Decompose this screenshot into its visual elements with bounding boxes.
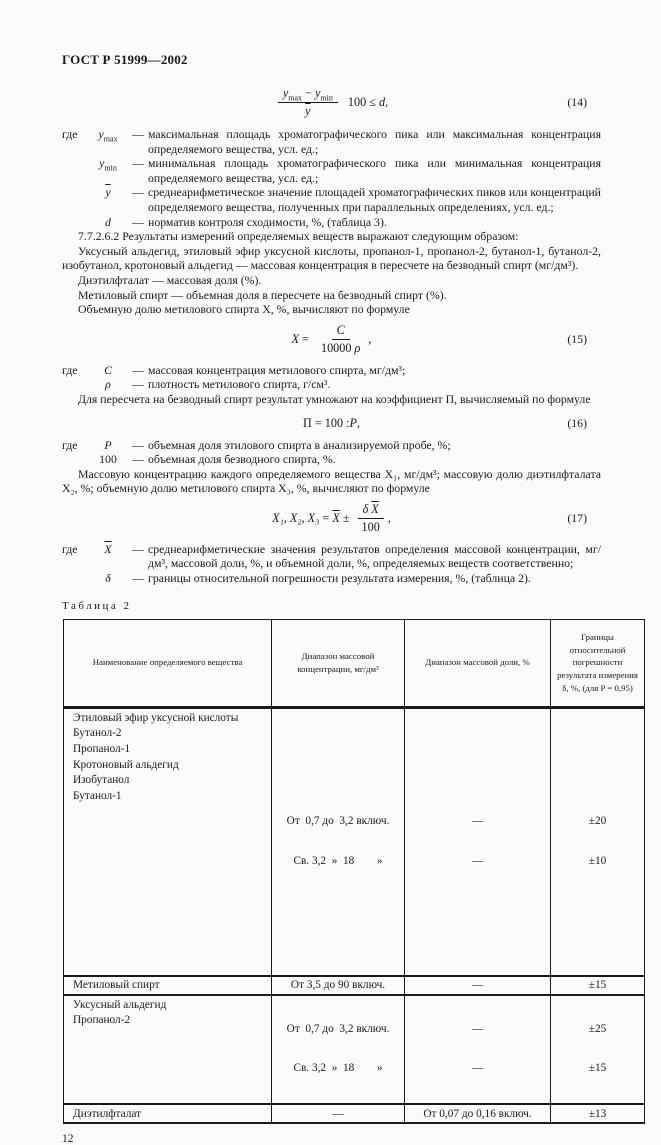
paragraph-diethylphthalate: Диэтилфталат — массовая доля (%).: [78, 272, 262, 287]
definition-prefix: [62, 377, 88, 392]
concentration-range: От 0,7 до 3,2 включ.: [286, 1022, 390, 1035]
cell-error-values: [551, 707, 645, 976]
fraction-denominator: [300, 103, 315, 119]
definition-prefix: [62, 185, 88, 214]
definition-text: объемная доля безводного спирта, %.: [148, 452, 336, 467]
paragraph-substances: Уксусный альдегид, этиловый эфир уксусной кислоты, пропанол-1, пропанол-2, бутанол-1, бутанол-2, изобутанол, кротоновый альдегид — массовая концентрация в пересчете на безводный спирт (мг/дм³).: [62, 243, 601, 273]
definition-row: [62, 127, 601, 156]
fraction-numerator: [332, 323, 350, 340]
formula-body: [120, 323, 543, 356]
definition-row: [62, 571, 601, 586]
substance-name: Пропанол-2: [73, 1014, 131, 1027]
definition-row: [62, 452, 601, 467]
definitions-list-4: [62, 542, 601, 586]
substance-name: Уксусный альдегид: [73, 998, 167, 1011]
definition-prefix: [62, 571, 88, 586]
definition-text: плотность метилового спирта, г/см³.: [148, 377, 331, 392]
formula-17: [62, 502, 601, 535]
definition-text: массовая концентрация метилового спирта, мг/дм³;: [148, 362, 406, 377]
column-header-error-limits: Границы относительной погрешности результата измерения δ, %, (для P = 0,95): [551, 619, 645, 707]
var-x-mean: $\overline{X}$: [371, 501, 379, 516]
table-caption: Таблица 2: [62, 599, 132, 612]
paragraph-volume-fraction: Объемную долю метилового спирта X, %, вычисляют по формуле: [78, 302, 410, 317]
mass-fraction-value: —: [471, 815, 484, 828]
substance-name: Диэтилфталат: [64, 1104, 272, 1123]
error-limit: ±13: [551, 1104, 645, 1123]
var-y-min: y: [315, 86, 321, 100]
formula-body: [120, 86, 543, 119]
table-header-row: [64, 619, 645, 707]
column-header-concentration-range: Диапазон массовой концентрации, мг/дм³: [272, 619, 405, 707]
paragraph-results: 7.7.2.6.2 Результаты измерений определяемых веществ выражают следующим образом:: [78, 229, 519, 244]
concentration-range: Св. 3,2 » 18 »: [293, 1062, 383, 1075]
subscript-min: min: [320, 93, 333, 103]
definition-prefix: где: [62, 541, 78, 556]
plus-minus-sign: ±: [342, 510, 350, 525]
measurement-table: [63, 619, 645, 1125]
definition-row: [62, 377, 601, 392]
subscript-max: max: [288, 93, 303, 103]
error-limit: ±20: [588, 815, 607, 828]
definition-dash: —: [132, 377, 144, 392]
equation-number: (16): [567, 415, 587, 430]
definition-text: границы относительной погрешности результата измерения, %, (таблица 2).: [148, 571, 531, 586]
var-rho: ρ: [354, 340, 361, 355]
equation-number: (14): [567, 95, 587, 109]
definition-row: [62, 215, 601, 230]
cell-concentration-values: [272, 995, 405, 1104]
mass-fraction-value: От 0,07 до 0,16 включ.: [405, 1104, 551, 1123]
definition-prefix: где: [62, 362, 78, 377]
fraction: [357, 502, 385, 535]
definition-term: $\overline{X}$: [104, 541, 112, 556]
substance-name: Кротоновый альдегид: [73, 758, 179, 771]
definition-term: δ: [105, 571, 111, 586]
definition-text: норматив контроля сходимости, %, (таблица 3).: [148, 214, 387, 229]
definition-dash: —: [132, 571, 144, 586]
substance-name: Бутанол-2: [73, 727, 122, 740]
cell-error-values: [551, 995, 645, 1104]
definition-dash: —: [132, 452, 144, 467]
fraction-numerator: [278, 86, 338, 103]
substance-name: Бутанол-1: [73, 790, 122, 803]
definition-term: P: [104, 437, 112, 452]
var-p: P: [349, 415, 357, 430]
definition-term: C: [104, 362, 112, 377]
definition-row: [62, 363, 601, 378]
minus-sign: −: [305, 86, 312, 100]
formula-lhs: X =: [291, 331, 309, 346]
definition-prefix: [62, 215, 88, 230]
equation-number: (15): [567, 331, 587, 346]
definition-term: 100: [99, 452, 117, 467]
equation-number: (17): [567, 510, 587, 525]
definition-dash: —: [132, 127, 144, 141]
definition-text: минимальная площадь хроматографического пика или минимальная концентрация определяемого вещества, усл. ед.;: [148, 156, 601, 185]
mass-fraction-value: —: [471, 854, 484, 867]
comma: ,: [387, 510, 391, 525]
formula-body: [120, 502, 543, 535]
table-head: [64, 619, 645, 707]
definition-row: [62, 185, 601, 214]
formula-15: [62, 323, 601, 356]
equals-sign: =: [302, 331, 309, 346]
concentration-range: От 3,5 до 90 включ.: [272, 976, 405, 995]
var-d: d: [378, 95, 386, 109]
paragraph-recalculation: Для пересчета на безводный спирт результат умножают на коэффициент П, вычисляемый по формуле: [78, 391, 591, 406]
table-row-methanol: [64, 976, 645, 995]
formula-lhs: X₁, X₂, $X_3 = \overline{X}$ ±: [272, 510, 350, 525]
definition-prefix: где: [62, 437, 78, 452]
substance-name: Пропанол-1: [73, 743, 131, 756]
definition-term: $\overline{y}$: [105, 185, 111, 200]
fraction-numerator: [358, 502, 384, 519]
definition-row: [62, 156, 601, 185]
formula-tail: [348, 95, 388, 110]
mass-fraction-value: —: [471, 1022, 484, 1035]
comma: ,: [368, 331, 372, 346]
error-limit: ±15: [588, 1062, 607, 1075]
definition-term: $y_{min}$: [99, 156, 117, 173]
var-delta: δ: [362, 501, 369, 516]
cell-concentration-values: [272, 707, 405, 976]
definition-dash: —: [132, 185, 144, 200]
fraction-denominator: 100: [361, 519, 380, 534]
definition-row: [62, 542, 601, 571]
paragraph-methanol: Метиловый спирт — объемная доля в пересчете на безводный спирт (%).: [78, 287, 447, 302]
definition-term: $y_{max}$: [98, 127, 118, 144]
standard-number: ГОСТ Р 51999—2002: [62, 52, 188, 67]
comma: ,: [356, 415, 360, 430]
definition-dash: —: [132, 362, 144, 377]
definition-dash: —: [132, 156, 144, 171]
table-row-diethylphthalate: [64, 1104, 645, 1123]
fraction: [316, 323, 365, 356]
var-y-mean: y: [305, 104, 311, 118]
var-y-max: y: [282, 86, 289, 100]
error-limit: ±25: [588, 1022, 607, 1035]
text-100-leq: 100 ≤: [347, 95, 376, 109]
table-row-group-1: [64, 707, 645, 976]
paragraph-mass-concentration: Массовую концентрацию каждого определяемого вещества X₁, мг/дм³; массовую долю диэтилфталата X₂, %; объемную долю метилового спирта X₃, %, вычисляют по формуле: [62, 466, 601, 496]
formula-body: [120, 416, 543, 431]
definition-dash: —: [132, 214, 144, 229]
substance-name: Метиловый спирт: [64, 976, 272, 995]
fraction-denominator: 10000 ρ: [320, 340, 361, 355]
var-c: C: [336, 322, 345, 337]
cell-mass-fraction-values: [405, 707, 551, 976]
substance-name: Этиловый эфир уксусной кислоты: [73, 711, 239, 724]
cell-substance-names: [64, 707, 272, 976]
mass-fraction-value: —: [471, 1062, 484, 1075]
concentration-range: От 0,7 до 3,2 включ.: [286, 815, 390, 828]
substance-name: Изобутанол: [73, 774, 130, 787]
var-x-mean: $\overline{X}$: [332, 510, 340, 525]
definition-term: ρ: [105, 377, 111, 392]
mass-fraction-value: —: [405, 976, 551, 995]
equals-sign: =: [322, 510, 330, 525]
comma: ,: [385, 95, 389, 109]
table-body: [64, 707, 645, 1123]
concentration-range: Св. 3,2 » 18 »: [293, 854, 383, 867]
definition-term: d: [105, 214, 111, 229]
definition-dash: —: [132, 541, 144, 556]
table-row-group-2: [64, 995, 645, 1104]
definition-row: [62, 438, 601, 453]
definition-text: объемная доля этилового спирта в анализируемой пробе, %;: [148, 437, 451, 452]
definitions-list-3: [62, 438, 601, 467]
definition-dash: —: [132, 437, 144, 452]
cell-substance-names: [64, 995, 272, 1104]
error-limit: ±10: [588, 854, 607, 867]
formula-text: П = 100 :: [303, 415, 350, 430]
definitions-list-1: [62, 127, 601, 229]
formula-16: [62, 416, 601, 431]
definition-prefix: [62, 156, 88, 185]
column-header-mass-fraction-range: Диапазон массовой доли, %: [405, 619, 551, 707]
error-limit: ±15: [551, 976, 645, 995]
definition-text: максимальная площадь хроматографического пика или максимальная концентрация определяемого вещества, усл. ед.;: [148, 127, 601, 156]
definition-text: среднеарифметические значения результатов определения массовой концентрации, мг/дм³, массовой доли, %, и объемной доли, %, определяемых веществ соответственно;: [148, 541, 601, 571]
concentration-range: —: [272, 1104, 405, 1123]
cell-mass-fraction-values: [405, 995, 551, 1104]
fraction: [278, 86, 338, 119]
definitions-list-2: [62, 363, 601, 392]
definition-text: среднеарифметическое значение площадей хроматографических пиков или концентраций определяемого вещества, полученных при параллельных определениях, усл. ед.;: [148, 185, 601, 214]
definition-prefix: [62, 452, 88, 467]
definition-prefix: где: [62, 127, 78, 141]
page-number: 12: [62, 1133, 74, 1145]
column-header-substance: Наименование определяемого вещества: [64, 619, 272, 707]
formula-14: [62, 86, 601, 119]
